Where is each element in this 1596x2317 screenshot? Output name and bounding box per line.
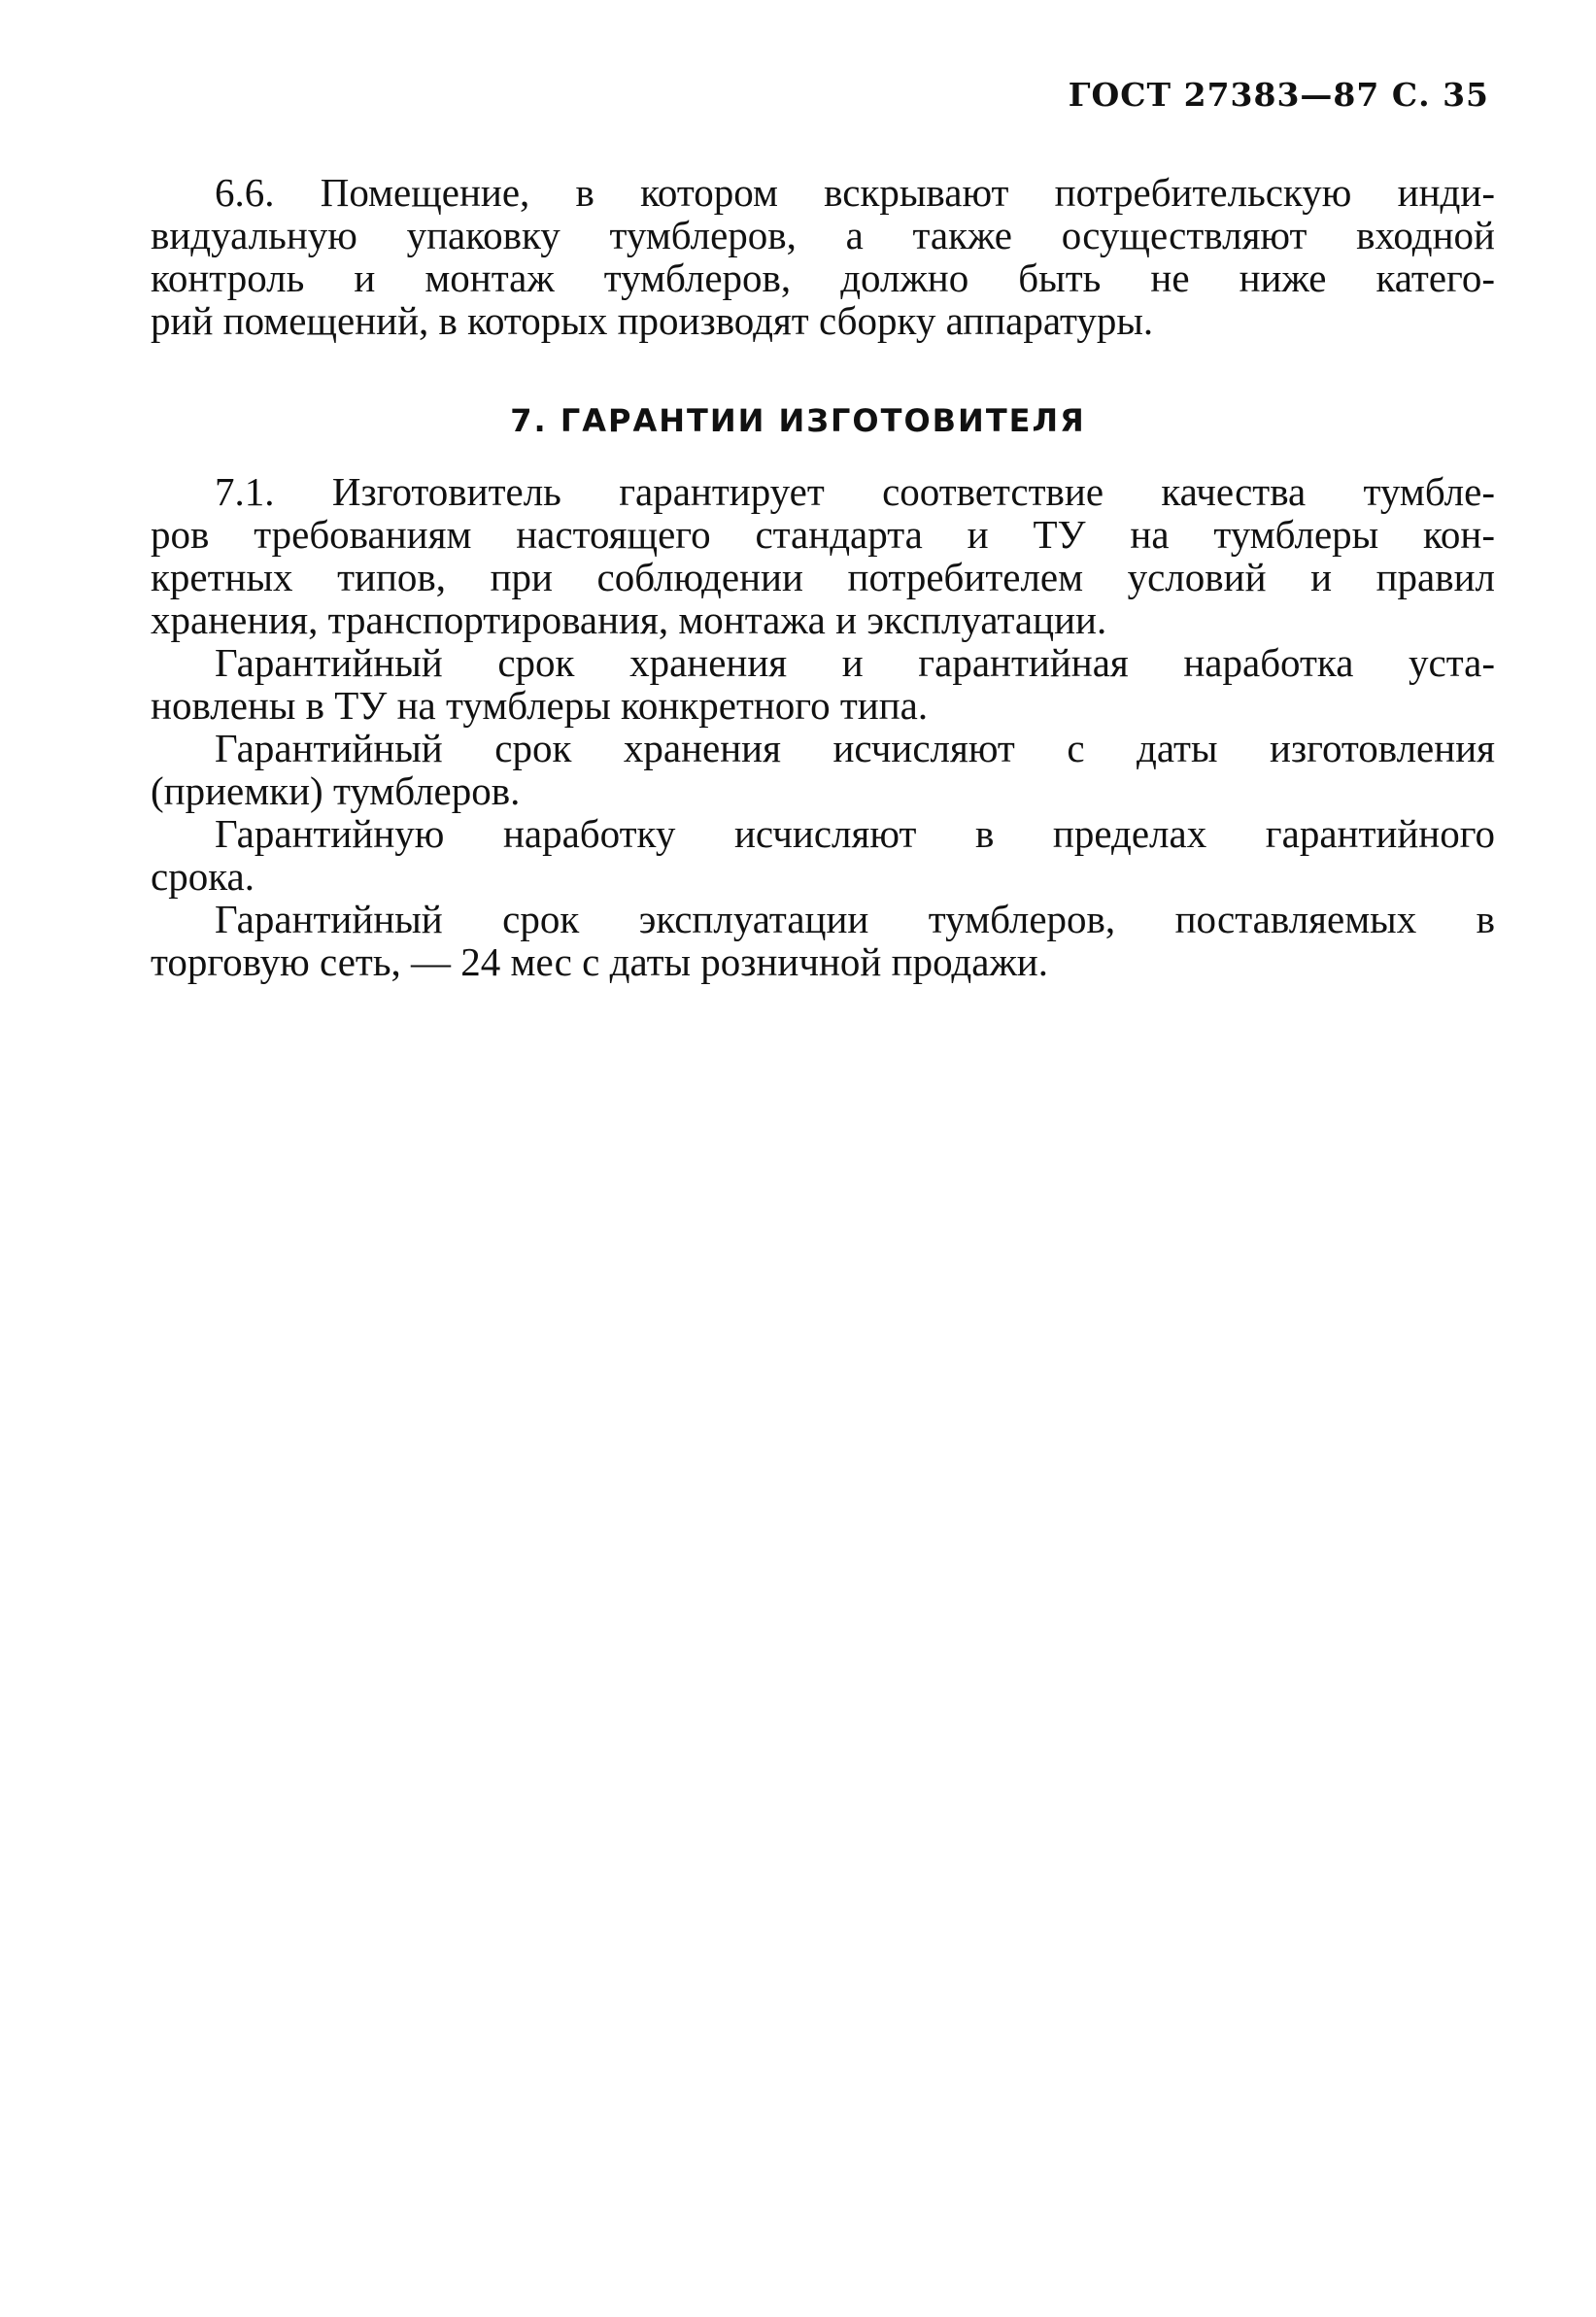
page-header: ГОСТ 27383—87 С. 35	[1068, 76, 1489, 114]
text-line: Гарантийную наработку исчисляют в пределах гарантийного	[215, 811, 1495, 856]
text-line: Гарантийный срок хранения и гарантийная наработка уста-	[215, 640, 1495, 685]
text-line: новлены в ТУ на тумблеры конкретного типа.	[151, 683, 929, 728]
text-line: кретных типов, при соблюдении потребителем условий и правил	[151, 555, 1495, 599]
text-line: рий помещений, в которых производят сборку аппаратуры.	[151, 298, 1154, 343]
section-heading: 7. ГАРАНТИИ ИЗГОТОВИТЕЛЯ	[510, 402, 1086, 439]
text-line: контроль и монтаж тумблеров, должно быть не ниже катего-	[151, 256, 1495, 300]
paragraph-6-6	[151, 171, 1495, 342]
text-line: ров требованиям настоящего стандарта и ТУ на тумблеры кон-	[151, 512, 1495, 557]
text-line: хранения, транспортирования, монтажа и эксплуатации.	[151, 597, 1107, 642]
text-line: 6.6. Помещение, в котором вскрывают потребительскую инди-	[215, 170, 1495, 215]
paragraph-7-1	[151, 470, 1495, 983]
text-line: срока.	[151, 854, 255, 899]
text-line: (приемки) тумблеров.	[151, 768, 521, 813]
text-line: Гарантийный срок хранения исчисляют с даты изготовления	[215, 726, 1495, 770]
text-line: Гарантийный срок эксплуатации тумблеров, поставляемых в	[215, 897, 1495, 941]
text-line: 7.1. Изготовитель гарантирует соответствие качества тумбле-	[215, 469, 1495, 514]
text-line: видуальную упаковку тумблеров, а также осуществляют входной	[151, 213, 1495, 257]
text-line: торговую сеть, — 24 мес с даты розничной продажи.	[151, 939, 1048, 984]
